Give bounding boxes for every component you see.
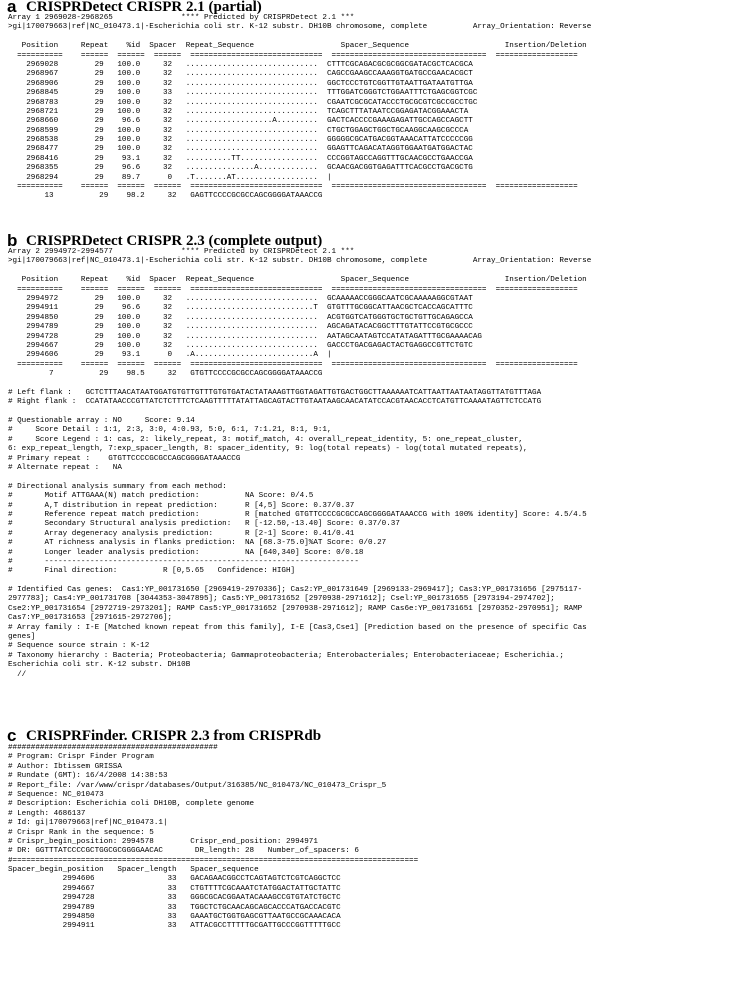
section-b-line: # AT richness analysis in flanks prediction: NA [68.3-75.0]%AT Score: 0/0.27 (8, 539, 387, 548)
section-a-line: ========== ====== ====== ====== ============================= ================================== ================== (8, 183, 578, 192)
section-b-line: 2994728 29 100.0 32 ............................. AATAGCAATAGTCCATATAGATTTGCGAAAACAG (8, 332, 482, 341)
section-b-label: b (7, 231, 18, 250)
section-b-line: # Secondary Structural analysis prediction: R [-12.50,-13.40] Score: 0.37/0.37 (8, 520, 400, 529)
section-c-line: 2994606 33 GACAGAACGGCCTCAGTAGTCTCGTCAGGCTCC (8, 875, 341, 884)
section-b-line: # Directional analysis summary from each method: (8, 482, 227, 491)
section-b-line: 2994850 29 100.0 32 ............................. ACGTGGTCATGGGTGCTGCTGTTGCAGAGCCA (8, 313, 473, 322)
section-c-line: # Description: Escherichia coli DH10B, complete genome (8, 800, 255, 809)
section-a-line: Array 1 2969028-2968265 **** Predicted by CRISPRDetect 2.1 *** (8, 14, 355, 22)
section-b-line: 2977783]; Cas4:YP_001731708 [3044353-3047895]; Cas5:YP_001731652 [2970938-2971612]; Csel:YP_001731655 [2973194-2974702]; (8, 595, 555, 604)
section-b-line: 2994667 29 100.0 32 ............................. GACCCTGACGAGACTACTGAGGCCGTTCTGTC (8, 341, 473, 350)
section-b-line (8, 408, 591, 417)
section-a-line: >gi|170079663|ref|NC_010473.1|-Escherichia coli str. K-12 substr. DH10B chromosome, complete Array_Orientation: Reverse (8, 23, 592, 32)
section-b-line: # Right flank : CCATATAACCCGTTATCTCTTTCTCAAGTTTTTATATTAGCAGTACTTGTAATAAGCAACATATCCACGTAACACCTCATGTTCAAAATAGTTCTCCATG (8, 398, 542, 407)
section-a-line: ========== ====== ====== ====== ============================= ================================== ================== (8, 51, 578, 60)
section-b-line: # Score Legend : 1: cas, 2: likely_repeat, 3: motif_match, 4: overall_repeat_identity, 5: one_repeat_cluster, (8, 435, 523, 444)
section-c-line: Spacer_begin_position Spacer_length Spacer_sequence (8, 866, 259, 875)
section-b-line: >gi|170079663|ref|NC_010473.1|-Escherichia coli str. K-12 substr. DH10B chromosome, complete Array_Orientation: Reverse (8, 257, 592, 266)
section-b-line (8, 379, 591, 388)
section-c-label: c (7, 726, 17, 745)
section-b-line: # Final direction: R [0,5.65 Confidence: HIGH] (8, 567, 296, 576)
section-a-line: 2968355 29 96.6 32 ...............A............. GCAACGACGGTGAGATTTCACGCCTGACGCTG (8, 164, 473, 173)
section-c-line: 2994850 33 GAAATGCTGGTGAGCGTTAATGCCGCAAACACA (8, 913, 341, 922)
section-a-line: 2969028 29 100.0 32 ............................. CTTTCGCAGACGCGCGGCGATACGCTCACGCA (8, 60, 473, 69)
section-a-title: CRISPRDetect CRISPR 2.1 (partial) (26, 0, 262, 15)
section-b-line: # Alternate repeat : NA (8, 463, 122, 472)
section-b-line: # Longer leader analysis prediction: NA [640,340] Score: 0/0.18 (8, 548, 364, 557)
section-a-line: 2968845 29 100.0 33 ............................. TTTGGATCGGGTCTGGAATTTCTGAGCGGTCGC (8, 89, 478, 98)
section-c-line: # Length: 4686137 (8, 809, 86, 818)
section-c-line: # Program: Crispr Finder Program (8, 753, 154, 762)
section-a-report (8, 14, 591, 202)
section-a-line: 2968906 29 100.0 32 ............................. GGCTCCCTGTCGGTTGTAATTGATAATGTTGA (8, 79, 473, 88)
section-b-line: genes] (8, 633, 36, 642)
section-b-line: // (8, 670, 27, 679)
section-c-report (8, 744, 418, 932)
section-b-line: # Left flank : GCTCTTTAACATAATGGATGTGTTGTTTGTGTGATACTATAAAGTTGGTAGATTGTGACTGGCTTAAAAAATCATTAATTAATAATAGGTTATGTTTAGA (8, 388, 542, 397)
section-b-report (8, 248, 591, 680)
section-c-line: 2994911 33 ATTACGCCTTTTTGCGATTGCCCGGTTTTTGCC (8, 922, 341, 931)
section-b-line: 2994789 29 100.0 32 ............................. AGCAGATACACGGCTTTGTATTCCGTGCGCCC (8, 323, 473, 332)
section-a-line: 2968967 29 100.0 32 ............................. CAGCCGAAGCCAAAGGTGATGCCGAACACGCT (8, 70, 473, 79)
section-b-line: Cse2:YP_001731654 [2972719-2973201]; RAMP Cas5:YP_001731652 [2970938-2971612]; RAMP Cas6e:YP_001731651 [2970352-2970951]; RAMP (8, 604, 583, 613)
section-b-line: Position Repeat %id Spacer Repeat_Sequence Spacer_Sequence Insertion/Deletion (8, 276, 587, 285)
section-a-line (8, 33, 591, 42)
section-b-line: ========== ====== ====== ====== ============================= ================================== ================== (8, 285, 578, 294)
section-b-line: # A,T distribution in repeat prediction: R [4,5] Score: 0.37/0.37 (8, 501, 355, 510)
section-b-line: 7 29 98.5 32 GTGTTCCCCGCGCCAGCGGGGATAAACCG (8, 370, 323, 379)
section-b-line: # Identified Cas genes: Cas1:YP_001731650 [2969419-2970336]; Cas2:YP_001731649 [2969133-2969417]; Cas3:YP_001731656 [2975117- (8, 586, 583, 595)
section-a-line: 2968416 29 93.1 32 ..........TT................. CCCGGTAGCCAGGTTTGCAACGCCTGAACCGA (8, 154, 473, 163)
section-a-line: 2968538 29 100.0 32 ............................. GGGGGCGCATGACGGTAAACATTATCCCCCGG (8, 136, 473, 145)
section-a-label: a (7, 0, 17, 16)
section-b-line: # Primary repeat : GTGTTCCCCGCGCCAGCGGGGATAAACCG (8, 454, 241, 463)
section-c-line: # Sequence: NC_010473 (8, 790, 104, 799)
section-c-line: # Rundate (GMT): 16/4/2008 14:38:53 (8, 772, 168, 781)
section-b-line: # Array family : I-E [Matched known repeat from this family], I-E [Cas3,Cse1] [Prediction based on the presence of specific Cas (8, 623, 587, 632)
section-a-line: 2968294 29 89.7 0 .T.......AT.................. | (8, 173, 332, 182)
section-c-line: #========================================================================================= (8, 856, 419, 865)
section-c-line: # Crispr_begin_position: 2994578 Crispr_end_position: 2994971 (8, 837, 318, 846)
section-b-line: # Sequence source strain : K-12 (8, 642, 150, 651)
section-b-line: # Questionable array : NO Score: 9.14 (8, 417, 195, 426)
section-b-line: Array 2 2994972-2994577 **** Predicted by CRISPRDetect 2.1 *** (8, 248, 355, 256)
section-a-line: 13 29 98.2 32 GAGTTCCCCGCGCCAGCGGGGATAAACCG (8, 192, 323, 201)
section-b-line: 2994606 29 93.1 0 .A..........................A | (8, 351, 332, 360)
section-b-line: # Motif ATTGAAA(N) match prediction: NA Score: 0/4.5 (8, 492, 314, 501)
section-b-line: # Reference repeat match prediction: R [matched GTGTTCCCCGCGCCAGCGGGGATAAACCG with 100% identity] Score: 4.5/4.5 (8, 510, 587, 519)
section-c-line: # Report_file: /var/www/crispr/databases/Output/316385/NC_010473/NC_010473_Crispr_5 (8, 781, 387, 790)
section-a-line: 2968721 29 100.0 32 ............................. TCAGCTTTATAATCCGGAGATACGGAAACTA (8, 107, 469, 116)
section-b-line (8, 473, 591, 482)
section-b-line: 2994972 29 100.0 32 ............................. GCAAAAACCGGGCAATCGCAAAAAGGCGTAAT (8, 294, 473, 303)
section-b-line: # Taxonomy hierarchy : Bacteria; Proteobacteria; Gammaproteobacteria; Enterobacteriales; Enterobacteriaceae; Escherichia.; (8, 651, 564, 660)
section-b-line: # --------------------------------------------------------------------- (8, 557, 359, 566)
section-a-line: 2968599 29 100.0 32 ............................. CTGCTGGAGCTGGCTGCAAGGCAAGCGCCCA (8, 126, 469, 135)
section-a-line: 2968660 29 96.6 32 ...................A......... GACTCACCCCGAAAGAGATTGCCAGCCAGCTT (8, 117, 473, 126)
section-a-line: 2968477 29 100.0 32 ............................. GGAGTTCAGACATAGGTGGAATGATGGACTAC (8, 145, 473, 154)
section-b-line: # Array degeneracy analysis prediction: R [2-1] Score: 0.41/0.41 (8, 529, 355, 538)
section-b-line: 2994911 29 96.6 32 ............................T GTGTTTGCGGCATTAACGCTCACCAGCATTTC (8, 304, 473, 313)
section-c-line: # Id: gi|170079663|ref|NC_010473.1| (8, 819, 168, 828)
section-b-line: ========== ====== ====== ====== ============================= ================================== ================== (8, 360, 578, 369)
section-c-line: 2994667 33 CTGTTTTCGCAAATCTATGGACTATTGCTATTC (8, 884, 341, 893)
section-c-line: 2994789 33 TGGCTCTGCAACAGCAGCACCCATGACCACGTC (8, 903, 341, 912)
section-c-line: # Author: Ibtissem GRISSA (8, 762, 122, 771)
section-c-line: # DR: GGTTTATCCCCGCTGGCGCGGGGAACAC DR_length: 28 Number_of_spacers: 6 (8, 847, 359, 856)
section-b-line (8, 577, 591, 586)
section-b-line: 6: exp_repeat_length, 7:exp_spacer_length, 8: spacer_identity, 9: log(total repeats) - log(total mutated repeats), (8, 445, 528, 454)
section-b-line: Escherichia coli str. K-12 substr. DH10B (8, 661, 191, 670)
section-b-line: Cas7:YP_001731653 [2971615-2972706]; (8, 614, 173, 623)
section-b-line (8, 267, 591, 276)
section-c-line: 2994728 33 GGGCGCACGGAATACAAAGCCGTGTATCTGCTC (8, 894, 341, 903)
section-a-line: Position Repeat %id Spacer Repeat_Sequence Spacer_Sequence Insertion/Deletion (8, 42, 587, 51)
section-c-line: ############################################## (8, 744, 218, 752)
section-c-title: CRISPRFinder. CRISPR 2.3 from CRISPRdb (26, 728, 322, 744)
section-b-title: CRISPRDetect CRISPR 2.3 (complete output) (26, 233, 323, 249)
section-c-line: # Crispr Rank in the sequence: 5 (8, 828, 154, 837)
section-b-line: # Score Detail : 1:1, 2:3, 3:0, 4:0.93, 5:0, 6:1, 7:1.21, 8:1, 9:1, (8, 426, 332, 435)
section-a-line: 2968783 29 100.0 32 ............................. CGAATCGCGCATACCCTGCGCGTCGCCGCCTGC (8, 98, 478, 107)
